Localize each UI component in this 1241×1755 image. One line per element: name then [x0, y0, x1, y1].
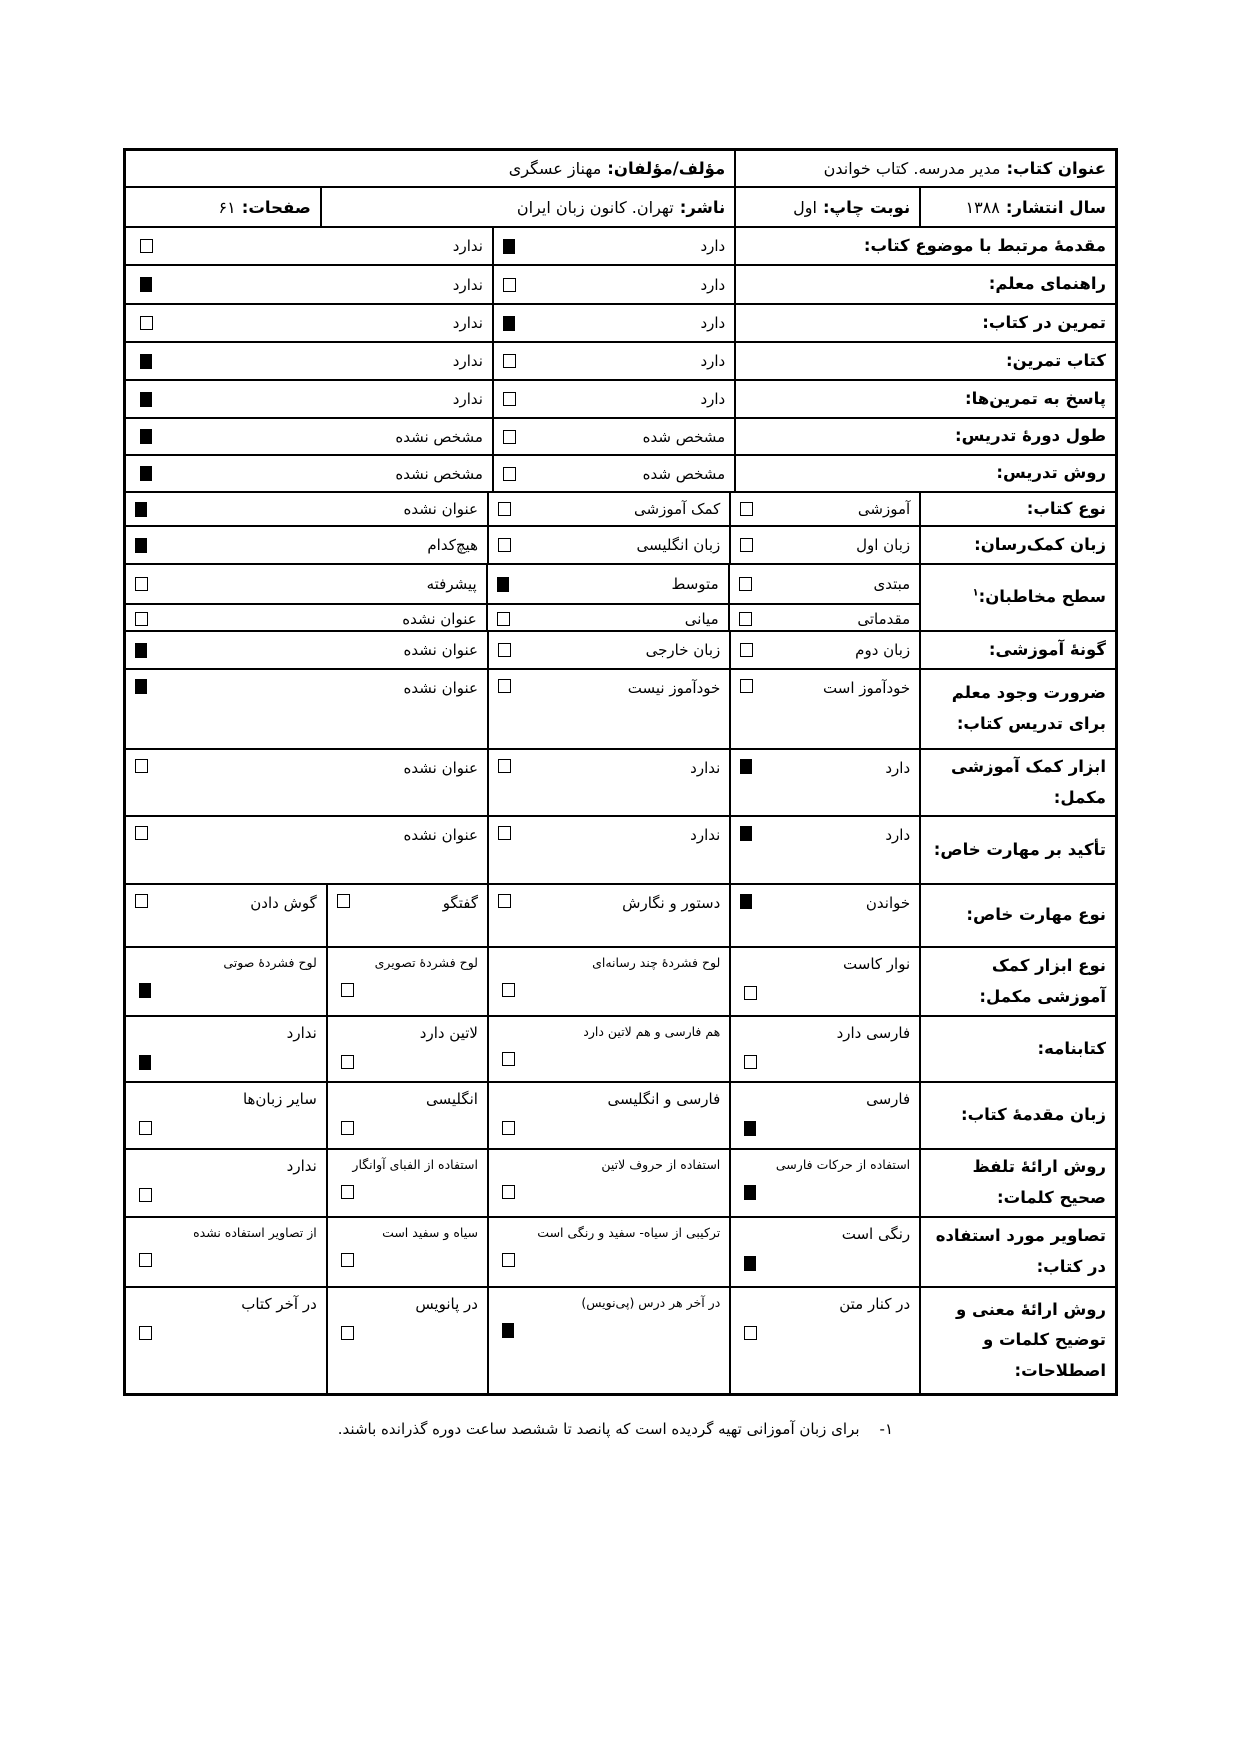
edition-text [793, 198, 910, 217]
option-label: مقدماتی [857, 609, 911, 628]
option-label: مشخص شده [642, 464, 726, 483]
option-label: دارد [700, 390, 726, 408]
checkbox-unchecked-icon [139, 1326, 152, 1340]
checkbox-unchecked-icon [498, 679, 511, 693]
option-label: مشخص نشده [395, 427, 483, 446]
table-row [126, 417, 1115, 454]
table-row [126, 525, 1115, 563]
row-label-text: طول دورهٔ تدریس: [955, 426, 1106, 446]
option-label: زبان انگلیسی [636, 536, 721, 554]
option-cell [126, 1083, 328, 1148]
edition-value: اول [793, 197, 817, 217]
checkbox-unchecked-icon [502, 1121, 515, 1135]
option-cell [730, 605, 920, 632]
checkbox-checked-icon [135, 538, 147, 553]
checkbox-checked-icon [140, 429, 152, 444]
checkbox-unchecked-icon [740, 643, 753, 657]
option-cell [488, 565, 730, 603]
row-label [736, 381, 1115, 417]
footnote-text: برای زبان آموزانی تهیه گردیده است که پانصد تا ششصد ساعت دوره گذرانده باشند. [337, 1420, 860, 1438]
checkbox-checked-icon [140, 392, 152, 407]
checkbox-unchecked-icon [503, 467, 516, 481]
option-cell [328, 1150, 489, 1216]
option-label: خودآموز نیست [627, 679, 721, 697]
option-cell [126, 605, 488, 632]
option-cell [731, 670, 921, 748]
row-label [921, 527, 1115, 563]
table-row [126, 379, 1115, 417]
row-label-text: کتابنامه: [1037, 1038, 1106, 1058]
checkbox-checked-icon [135, 679, 147, 694]
table-row [126, 883, 1115, 946]
option-label: زبان اول [856, 536, 911, 554]
row-label [921, 817, 1115, 883]
option-cell [126, 493, 489, 525]
checkbox-unchecked-icon [502, 1185, 515, 1199]
checkbox-unchecked-icon [341, 983, 354, 997]
checkbox-checked-icon [139, 1055, 151, 1070]
checkbox-checked-icon [744, 1256, 756, 1271]
option-label: عنوان نشده [402, 609, 477, 628]
footnote [338, 1420, 893, 1438]
option-cell [731, 527, 921, 563]
option-label: گوش دادن [250, 894, 317, 912]
row-label [736, 343, 1115, 379]
pages-cell [126, 188, 322, 226]
checkbox-unchecked-icon [503, 278, 516, 292]
table-row [126, 264, 1115, 303]
option-cell [328, 1083, 489, 1148]
publication-year-label: سال انتشار: [1005, 197, 1106, 217]
row-label [921, 1083, 1115, 1148]
checkbox-unchecked-icon [341, 1121, 354, 1135]
table-row [126, 454, 1115, 491]
checkbox-unchecked-icon [341, 1326, 354, 1340]
option-label: هیچ‌کدام [427, 536, 478, 554]
checkbox-unchecked-icon [502, 1253, 515, 1267]
row-label-text: زبان کمک‌رسان: [974, 534, 1106, 554]
option-cell [494, 343, 736, 379]
checkbox-unchecked-icon [139, 1253, 152, 1267]
option-label: زبان خارجی [645, 641, 721, 659]
book-title-value: مدیر مدرسه. کتاب خواندن [823, 159, 1001, 178]
option-cell [731, 885, 921, 946]
checkbox-unchecked-icon [498, 826, 511, 840]
header-row-title [126, 151, 1115, 186]
publisher-value: تهران. کانون زبان ایران [516, 197, 674, 217]
table-row [126, 630, 1115, 668]
author-cell [126, 151, 736, 186]
option-cell [131, 266, 494, 303]
option-cell [126, 817, 489, 883]
option-cell [494, 419, 736, 454]
option-cell [126, 632, 489, 668]
row-label-text: سطح مخاطبان:$^۱$ [972, 587, 1106, 607]
option-label: استفاده از حرکات فارسی [775, 1157, 911, 1172]
option-label: لوح فشردهٔ صوتی [223, 955, 317, 970]
row-label [921, 493, 1115, 525]
option-cell [730, 565, 920, 603]
checkbox-checked-icon [135, 643, 147, 658]
option-cell [126, 750, 489, 815]
option-label: گفتگو [442, 894, 478, 912]
checkbox-checked-icon [740, 759, 752, 774]
option-cell [731, 817, 921, 883]
checkbox-unchecked-icon [503, 392, 516, 406]
row-label [921, 750, 1115, 815]
option-cell [126, 527, 489, 563]
checkbox-checked-icon [139, 983, 151, 998]
option-label: ندارد [690, 826, 721, 844]
checkbox-checked-icon [140, 277, 152, 292]
pages-value: ۶۱ [218, 197, 236, 217]
book-title-label: عنوان کتاب: [1006, 159, 1106, 178]
option-label: در آخر کتاب [241, 1295, 317, 1313]
option-label: لاتین دارد [419, 1024, 478, 1042]
checkbox-unchecked-icon [740, 538, 753, 552]
row-label-text: روش ارائهٔ تلفظ صحیح کلمات: [972, 1157, 1106, 1207]
table-row [126, 815, 1115, 883]
option-label: مشخص نشده [395, 464, 483, 483]
option-cell [489, 493, 731, 525]
row-label-text: راهنمای معلم: [988, 274, 1106, 294]
option-cell [489, 1017, 731, 1081]
option-label: هم فارسی و هم لاتین دارد [583, 1024, 721, 1039]
row-label-text: تمرین در کتاب: [982, 312, 1106, 332]
checkbox-checked-icon [740, 894, 752, 909]
checkbox-unchecked-icon [139, 1121, 152, 1135]
option-label: دارد [700, 314, 726, 332]
table-row [126, 1081, 1115, 1148]
option-label: ندارد [286, 1024, 317, 1042]
option-label: خودآموز است [823, 679, 911, 697]
row-label-text: نوع کتاب: [1026, 498, 1106, 518]
author-label: مؤلف/مؤلفان: [607, 159, 726, 178]
row-label [921, 670, 1115, 748]
option-cell [731, 1083, 921, 1148]
row-label-text: روش ارائهٔ معنی و توضیح کلمات و اصطلاحات: [956, 1299, 1106, 1380]
checkbox-checked-icon [140, 354, 152, 369]
checkbox-unchecked-icon [744, 986, 757, 1000]
option-label: ندارد [452, 390, 483, 408]
option-cell [126, 948, 328, 1015]
option-cell [126, 670, 489, 748]
option-cell [489, 948, 731, 1015]
option-cell [489, 1218, 731, 1286]
row-label-text: نوع مهارت خاص: [966, 905, 1106, 925]
option-label: ندارد [452, 237, 483, 255]
option-cell [328, 948, 489, 1015]
row-label [921, 565, 1115, 630]
row-label-text: مقدمهٔ مرتبط با موضوع کتاب: [863, 235, 1106, 255]
row-label-text: ضرورت وجود معلم برای تدریس کتاب: [951, 683, 1106, 733]
table-row [126, 1216, 1115, 1286]
row-label-text: کتاب تمرین: [1005, 350, 1106, 370]
row-label [921, 885, 1115, 946]
row-label [921, 1017, 1115, 1081]
option-cell [489, 632, 731, 668]
author-value: مهناز عسگری [508, 159, 602, 178]
row-label-text: پاسخ به تمرین‌ها: [965, 388, 1106, 408]
option-cell [489, 885, 731, 946]
option-cell [731, 493, 921, 525]
option-label: در آخر هر درس (پی‌نویس) [581, 1295, 721, 1310]
option-cell [126, 1218, 328, 1286]
row-label-text: زبان مقدمهٔ کتاب: [960, 1105, 1106, 1125]
row-label [736, 305, 1115, 341]
checkbox-unchecked-icon [140, 239, 153, 253]
row-label [921, 948, 1115, 1015]
checkbox-unchecked-icon [341, 1055, 354, 1069]
table-row [126, 748, 1115, 815]
row-label [736, 419, 1115, 454]
option-label: ندارد [286, 1157, 317, 1175]
table-row [126, 563, 1115, 630]
table-row [126, 303, 1115, 341]
option-cell [731, 1150, 921, 1216]
option-cell [731, 948, 921, 1015]
criteria-rows [126, 226, 1115, 1393]
option-label: میانی [684, 609, 719, 628]
checkbox-unchecked-icon [341, 1185, 354, 1199]
table-row [126, 226, 1115, 264]
option-cell [328, 1017, 489, 1081]
option-label: زبان دوم [855, 641, 911, 659]
checkbox-checked-icon [740, 826, 752, 841]
row-label [736, 456, 1115, 491]
checkbox-unchecked-icon [139, 1188, 152, 1202]
checkbox-unchecked-icon [135, 577, 148, 591]
table-row [126, 1148, 1115, 1216]
option-cell [731, 1288, 921, 1393]
option-cell [731, 1017, 921, 1081]
option-label: عنوان نشده [403, 679, 478, 697]
option-label: دستور و نگارش [622, 894, 721, 912]
option-cell [131, 343, 494, 379]
checkbox-unchecked-icon [498, 894, 511, 908]
author-text [509, 159, 725, 178]
option-label: فارسی [866, 1090, 911, 1108]
option-cell [131, 305, 494, 341]
row-label [736, 228, 1115, 264]
row-label-text: تأکید بر مهارت خاص: [933, 839, 1106, 859]
checkbox-unchecked-icon [502, 1052, 515, 1066]
option-label: متوسط [671, 575, 719, 593]
checkbox-unchecked-icon [135, 894, 148, 908]
option-label: ندارد [452, 275, 483, 294]
row-label [921, 1218, 1115, 1286]
edition-label: نوبت چاپ: [822, 197, 911, 217]
option-label: کمک آموزشی [634, 500, 721, 518]
option-label: دارد [885, 759, 911, 777]
edition-cell [736, 188, 921, 226]
row-label [736, 266, 1115, 303]
pages-label: صفحات: [241, 197, 311, 217]
publisher-text [517, 198, 725, 217]
option-cell [131, 381, 494, 417]
option-label: ندارد [452, 314, 483, 332]
checkbox-unchecked-icon [740, 502, 753, 516]
publication-year-cell [921, 188, 1115, 226]
option-cell [494, 266, 736, 303]
checkbox-unchecked-icon [739, 577, 752, 591]
option-label: دارد [700, 237, 726, 255]
option-label: در کنار متن [839, 1295, 911, 1313]
option-label: در پانویس [415, 1295, 478, 1313]
option-cell [489, 670, 731, 748]
option-label: مبتدی [873, 575, 911, 593]
row-label-text: نوع ابزار کمک آموزشی مکمل: [979, 955, 1106, 1006]
option-label: فارسی و انگلیسی [607, 1090, 721, 1108]
option-cell [328, 1288, 489, 1393]
checkbox-unchecked-icon [135, 612, 148, 626]
book-title-cell [736, 151, 1115, 186]
checkbox-unchecked-icon [135, 826, 148, 840]
option-cell [328, 1218, 489, 1286]
row-label [921, 1288, 1115, 1393]
option-label: دارد [700, 352, 726, 370]
option-cell [489, 1083, 731, 1148]
option-label: لوح فشردهٔ تصویری [374, 955, 478, 970]
option-label: فارسی دارد [836, 1024, 911, 1042]
option-label: انگلیسی [425, 1090, 478, 1108]
option-cell [488, 605, 730, 632]
row-label-text: تصاویر مورد استفاده در کتاب: [935, 1226, 1106, 1276]
table-subrow [126, 603, 919, 632]
option-cell [489, 817, 731, 883]
option-label: ندارد [452, 352, 483, 370]
table-subrow [126, 565, 919, 603]
option-cell [126, 1288, 328, 1393]
option-label: آموزشی [857, 500, 911, 518]
option-label: مشخص شده [642, 427, 726, 446]
checkbox-unchecked-icon [337, 894, 350, 908]
checkbox-unchecked-icon [341, 1253, 354, 1267]
checkbox-unchecked-icon [135, 759, 148, 773]
checkbox-unchecked-icon [140, 316, 153, 330]
row-label [921, 1150, 1115, 1216]
option-label: استفاده از الفبای آوانگار [352, 1157, 478, 1172]
checkbox-checked-icon [503, 316, 515, 331]
audience-level-subtable [126, 565, 921, 630]
checkbox-unchecked-icon [497, 612, 510, 626]
footnote-marker: ۱- [879, 1420, 893, 1438]
checkbox-checked-icon [744, 1121, 756, 1136]
option-label: سیاه و سفید است [382, 1225, 478, 1240]
pages-text [219, 198, 311, 217]
option-cell [494, 305, 736, 341]
publisher-cell [322, 188, 736, 226]
option-cell [126, 1017, 328, 1081]
option-cell [126, 565, 488, 603]
option-label: دارد [700, 275, 726, 294]
option-label: ترکیبی از سیاه- سفید و رنگی است [537, 1225, 721, 1240]
option-cell [126, 885, 328, 946]
option-label: نوار کاست [843, 955, 911, 973]
option-label: استفاده از حروف لاتین [601, 1157, 721, 1172]
header-row-publication [126, 186, 1115, 226]
publication-year-value: ۱۳۸۸ [965, 197, 1000, 217]
table-row [126, 1015, 1115, 1081]
checkbox-checked-icon [503, 239, 515, 254]
option-label: عنوان نشده [403, 500, 478, 518]
publication-year-text [965, 198, 1106, 217]
row-label-text: ابزار کمک آموزشی مکمل: [951, 756, 1106, 807]
option-label: لوح فشردهٔ چند رسانه‌ای [592, 955, 721, 970]
checkbox-unchecked-icon [744, 1055, 757, 1069]
checkbox-unchecked-icon [498, 538, 511, 552]
checkbox-checked-icon [140, 466, 152, 481]
checkbox-unchecked-icon [740, 679, 753, 693]
checkbox-checked-icon [744, 1185, 756, 1200]
option-cell [489, 527, 731, 563]
option-cell [131, 228, 494, 264]
option-label: ندارد [690, 759, 721, 777]
option-label: عنوان نشده [403, 641, 478, 659]
checkbox-unchecked-icon [739, 612, 752, 626]
option-cell [489, 750, 731, 815]
table-row [126, 668, 1115, 748]
book-evaluation-table [123, 148, 1118, 1396]
checkbox-unchecked-icon [503, 354, 516, 368]
checkbox-unchecked-icon [503, 430, 516, 444]
checkbox-checked-icon [135, 502, 147, 517]
table-row [126, 1286, 1115, 1393]
option-cell [489, 1288, 731, 1393]
option-cell [494, 381, 736, 417]
option-cell [731, 750, 921, 815]
option-label: پیشرفته [426, 575, 477, 593]
row-label-text: گونهٔ آموزشی: [988, 639, 1106, 659]
table-row [126, 946, 1115, 1015]
option-label: سایر زبان‌ها [242, 1090, 317, 1108]
option-label: دارد [885, 826, 911, 844]
checkbox-unchecked-icon [498, 759, 511, 773]
row-label-text: روش تدریس: [996, 463, 1106, 483]
option-cell [731, 1218, 921, 1286]
option-cell [126, 1150, 328, 1216]
table-row [126, 491, 1115, 525]
checkbox-checked-icon [502, 1323, 514, 1338]
option-cell [131, 456, 494, 491]
option-cell [731, 632, 921, 668]
checkbox-unchecked-icon [502, 983, 515, 997]
option-cell [494, 456, 736, 491]
checkbox-unchecked-icon [744, 1326, 757, 1340]
option-label: رنگی است [841, 1225, 911, 1243]
checkbox-unchecked-icon [498, 502, 511, 516]
checkbox-checked-icon [497, 577, 509, 592]
option-label: عنوان نشده [403, 759, 478, 777]
option-label: عنوان نشده [403, 826, 478, 844]
footnote-reference: ۱ [972, 587, 979, 599]
option-cell [489, 1150, 731, 1216]
option-label: از تصاویر استفاده نشده [193, 1225, 317, 1240]
book-title-text [824, 159, 1106, 178]
option-cell [494, 228, 736, 264]
table-row [126, 341, 1115, 379]
checkbox-unchecked-icon [498, 643, 511, 657]
publisher-label: ناشر: [679, 197, 726, 217]
option-cell [328, 885, 489, 946]
option-cell [131, 419, 494, 454]
row-label [921, 632, 1115, 668]
option-label: خواندن [865, 894, 911, 912]
